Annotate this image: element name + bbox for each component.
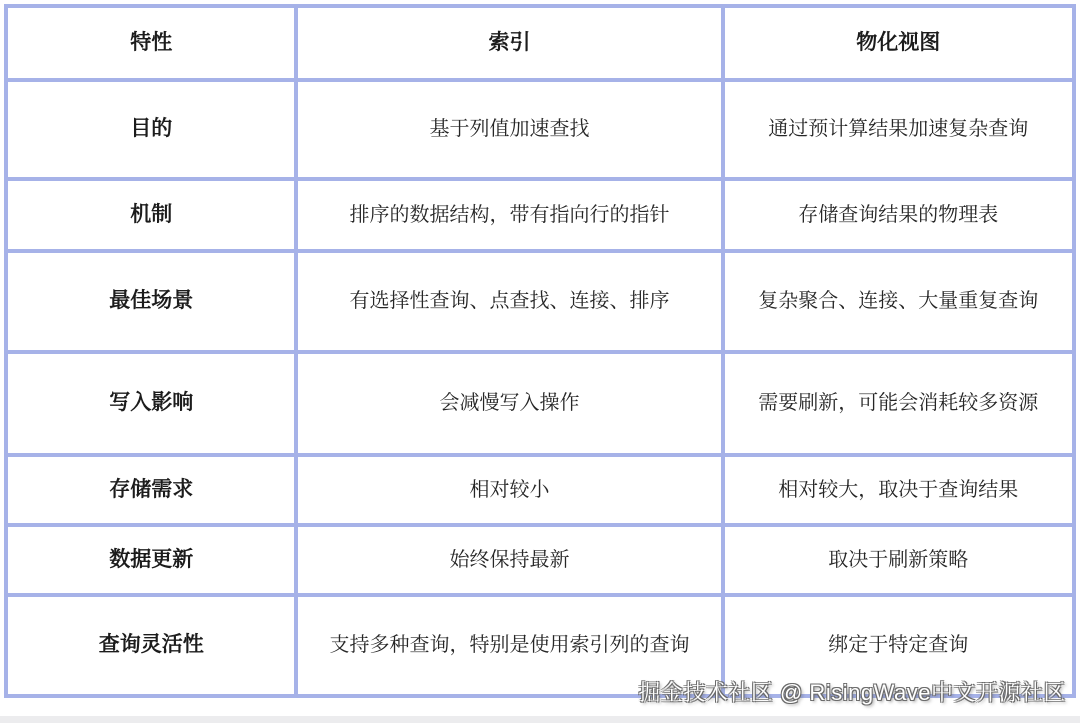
header-feature: 特性 [6, 6, 296, 80]
table-row [6, 352, 1074, 455]
table-row [6, 179, 1074, 251]
index-vs-materialized-view-table [4, 4, 1076, 698]
row-feature-label: 存储需求 [6, 455, 296, 525]
row-feature-label: 写入影响 [6, 352, 296, 455]
table-header-row [6, 6, 1074, 80]
row-mv-value: 取决于刷新策略 [723, 525, 1074, 595]
row-index-value: 相对较小 [296, 455, 722, 525]
header-materialized-view: 物化视图 [723, 6, 1074, 80]
row-feature-label: 目的 [6, 80, 296, 179]
row-mv-value: 绑定于特定查询 [723, 595, 1074, 696]
bottom-gray-strip [0, 716, 1080, 723]
row-mv-value: 存储查询结果的物理表 [723, 179, 1074, 251]
row-index-value: 会减慢写入操作 [296, 352, 722, 455]
row-index-value: 基于列值加速查找 [296, 80, 722, 179]
table-row [6, 455, 1074, 525]
community-watermark: 掘金技术社区 @ RisingWave中文开源社区 [638, 680, 1066, 705]
row-index-value: 支持多种查询，特别是使用索引列的查询 [296, 595, 722, 696]
row-feature-label: 最佳场景 [6, 251, 296, 352]
row-feature-label: 机制 [6, 179, 296, 251]
row-mv-value: 需要刷新，可能会消耗较多资源 [723, 352, 1074, 455]
table-row [6, 251, 1074, 352]
header-index: 索引 [296, 6, 722, 80]
table-row [6, 595, 1074, 696]
row-mv-value: 相对较大，取决于查询结果 [723, 455, 1074, 525]
row-mv-value: 通过预计算结果加速复杂查询 [723, 80, 1074, 179]
row-index-value: 始终保持最新 [296, 525, 722, 595]
table-row [6, 525, 1074, 595]
row-feature-label: 数据更新 [6, 525, 296, 595]
row-index-value: 排序的数据结构，带有指向行的指针 [296, 179, 722, 251]
row-index-value: 有选择性查询、点查找、连接、排序 [296, 251, 722, 352]
table-row [6, 80, 1074, 179]
row-feature-label: 查询灵活性 [6, 595, 296, 696]
row-mv-value: 复杂聚合、连接、大量重复查询 [723, 251, 1074, 352]
